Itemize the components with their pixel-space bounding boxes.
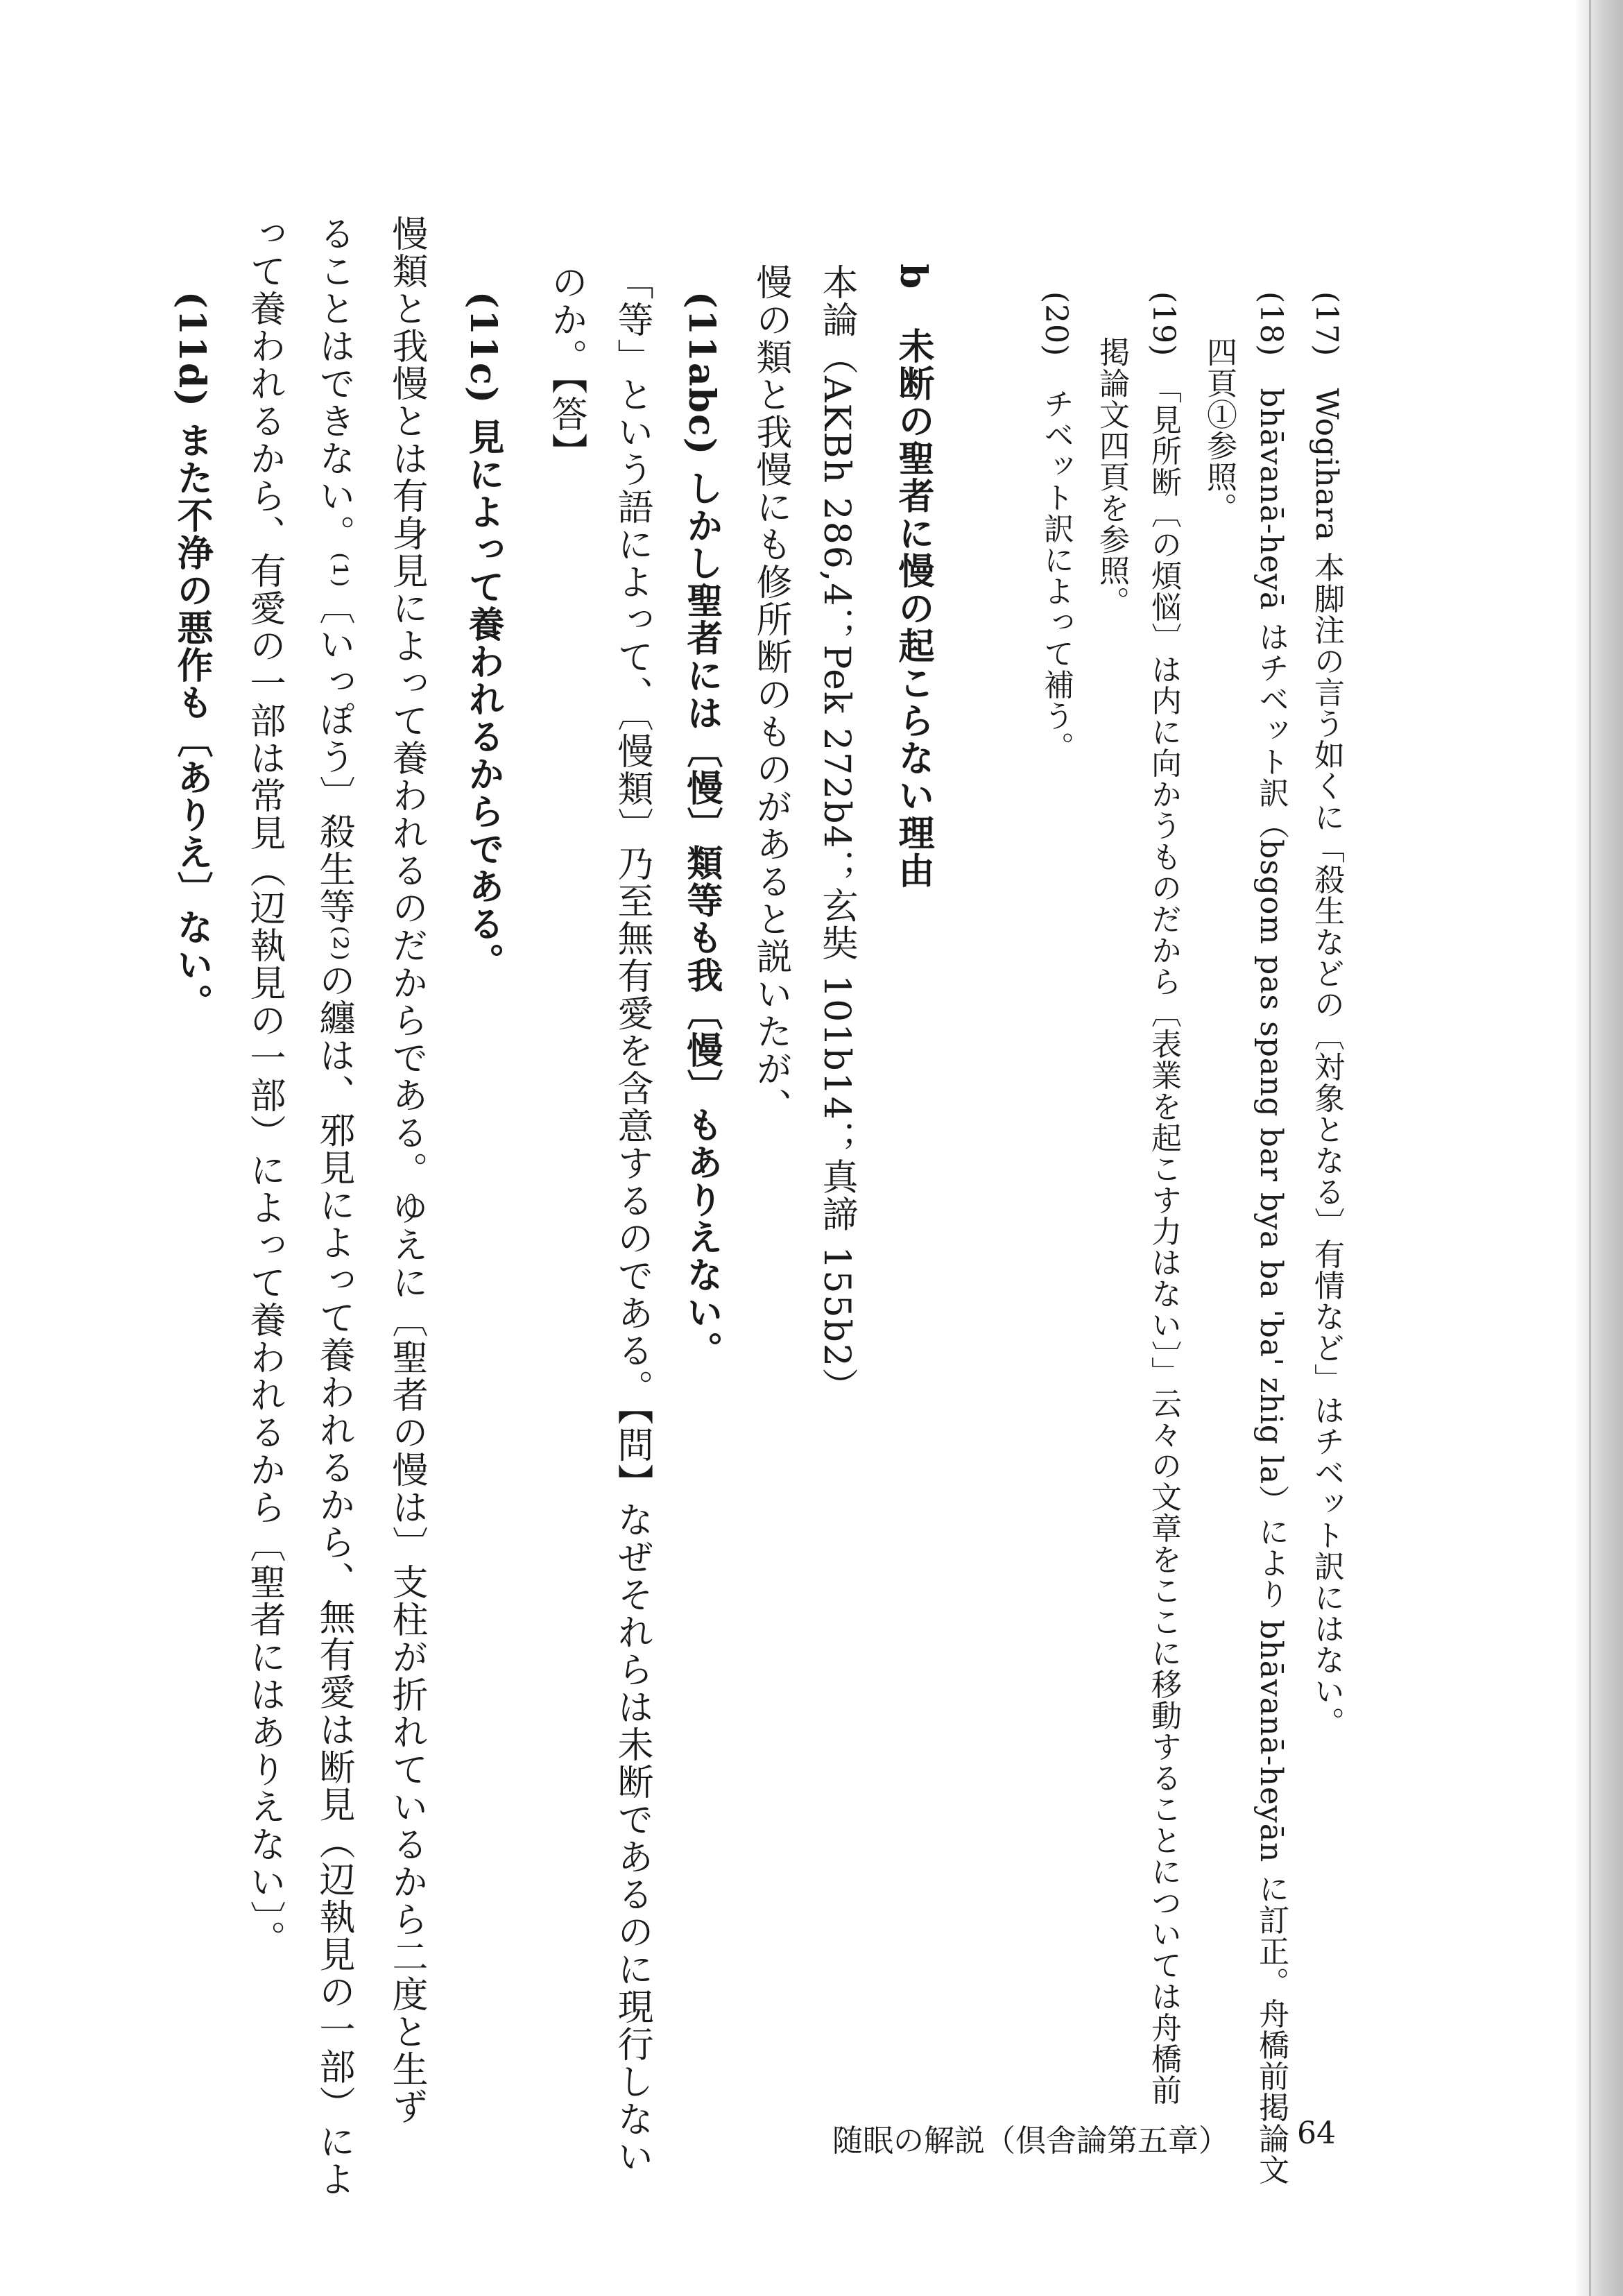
verse-11d: (11d) また不浄の悪作も〔ありえ〕ない。 xyxy=(171,291,213,1022)
body-line-1: 慢の類と我慢にも修所断のものがあると説いたが、 xyxy=(750,264,791,1125)
body-line-4: 慢類と我慢とは有身見によって養われるのだからである。ゆえに〔聖者の慢は〕支柱が折れているから二度と生ず xyxy=(386,215,427,2125)
section-heading: b 未断の聖者に慢の起こらない理由 xyxy=(892,264,934,890)
body-line-2: 「等」という語によって、〔慢類〕乃至無有愛を含意するのである。【問】なぜそれらは未断であるのに現行しない xyxy=(611,264,653,2175)
footnote-17: (17) Wogihara 本脚注の言う如くに「殺生などの〔対象となる〕有情など」はチベット訳にはない。 xyxy=(1309,291,1344,1738)
footnote-20: (20) チベット訳によって補う。 xyxy=(1038,291,1074,763)
verse-11abc: (11abc) しかし聖者には〔慢〕類等も我〔慢〕もありえない。 xyxy=(680,291,723,1369)
body-line-6: って養われるから、有愛の一部は常見（辺執見の一部）によって養われるから〔聖者にはありえない〕。 xyxy=(243,215,285,1957)
source-reference: 本論（AKBh 286,4；Pek 272b4；玄奘 101b14；真諦 155b2） xyxy=(816,264,857,1405)
body-line-3: のか。【答】 xyxy=(545,264,587,470)
page-number: 64 xyxy=(1297,2116,1336,2151)
footnote-19-line-1: (19) 「見所断〔の煩悩〕は内に向かうものだから〔表業を起こす力はない〕」云々の文章をここに移動することについては舟橋前 xyxy=(1146,291,1181,2106)
running-title: 随眠の解説（倶舎論第五章） xyxy=(832,2123,1229,2159)
footnote-19-line-2: 掲論文四頁を参照。 xyxy=(1094,336,1129,617)
scan-page-edge xyxy=(1574,0,1623,2296)
footnote-18-line-2: 四頁①参照。 xyxy=(1201,336,1237,524)
verse-11c: (11c) 見によって養われるからである。 xyxy=(462,291,504,981)
footnote-18-line-1: (18) bhāvanā-heyā はチベット訳（bsgom pas spang bar bya ba 'ba' zhig la）により bhāvanā-heyān に訂正。舟橋前掲論文 xyxy=(1253,291,1289,2186)
body-line-5: ることはできない。⁽¹⁾〔いっぽう〕殺生等⁽²⁾の纏は、邪見によって養われるから、無有愛は断見（辺執見の一部）によ xyxy=(313,215,354,2198)
scan-binding-line xyxy=(1589,0,1591,2296)
